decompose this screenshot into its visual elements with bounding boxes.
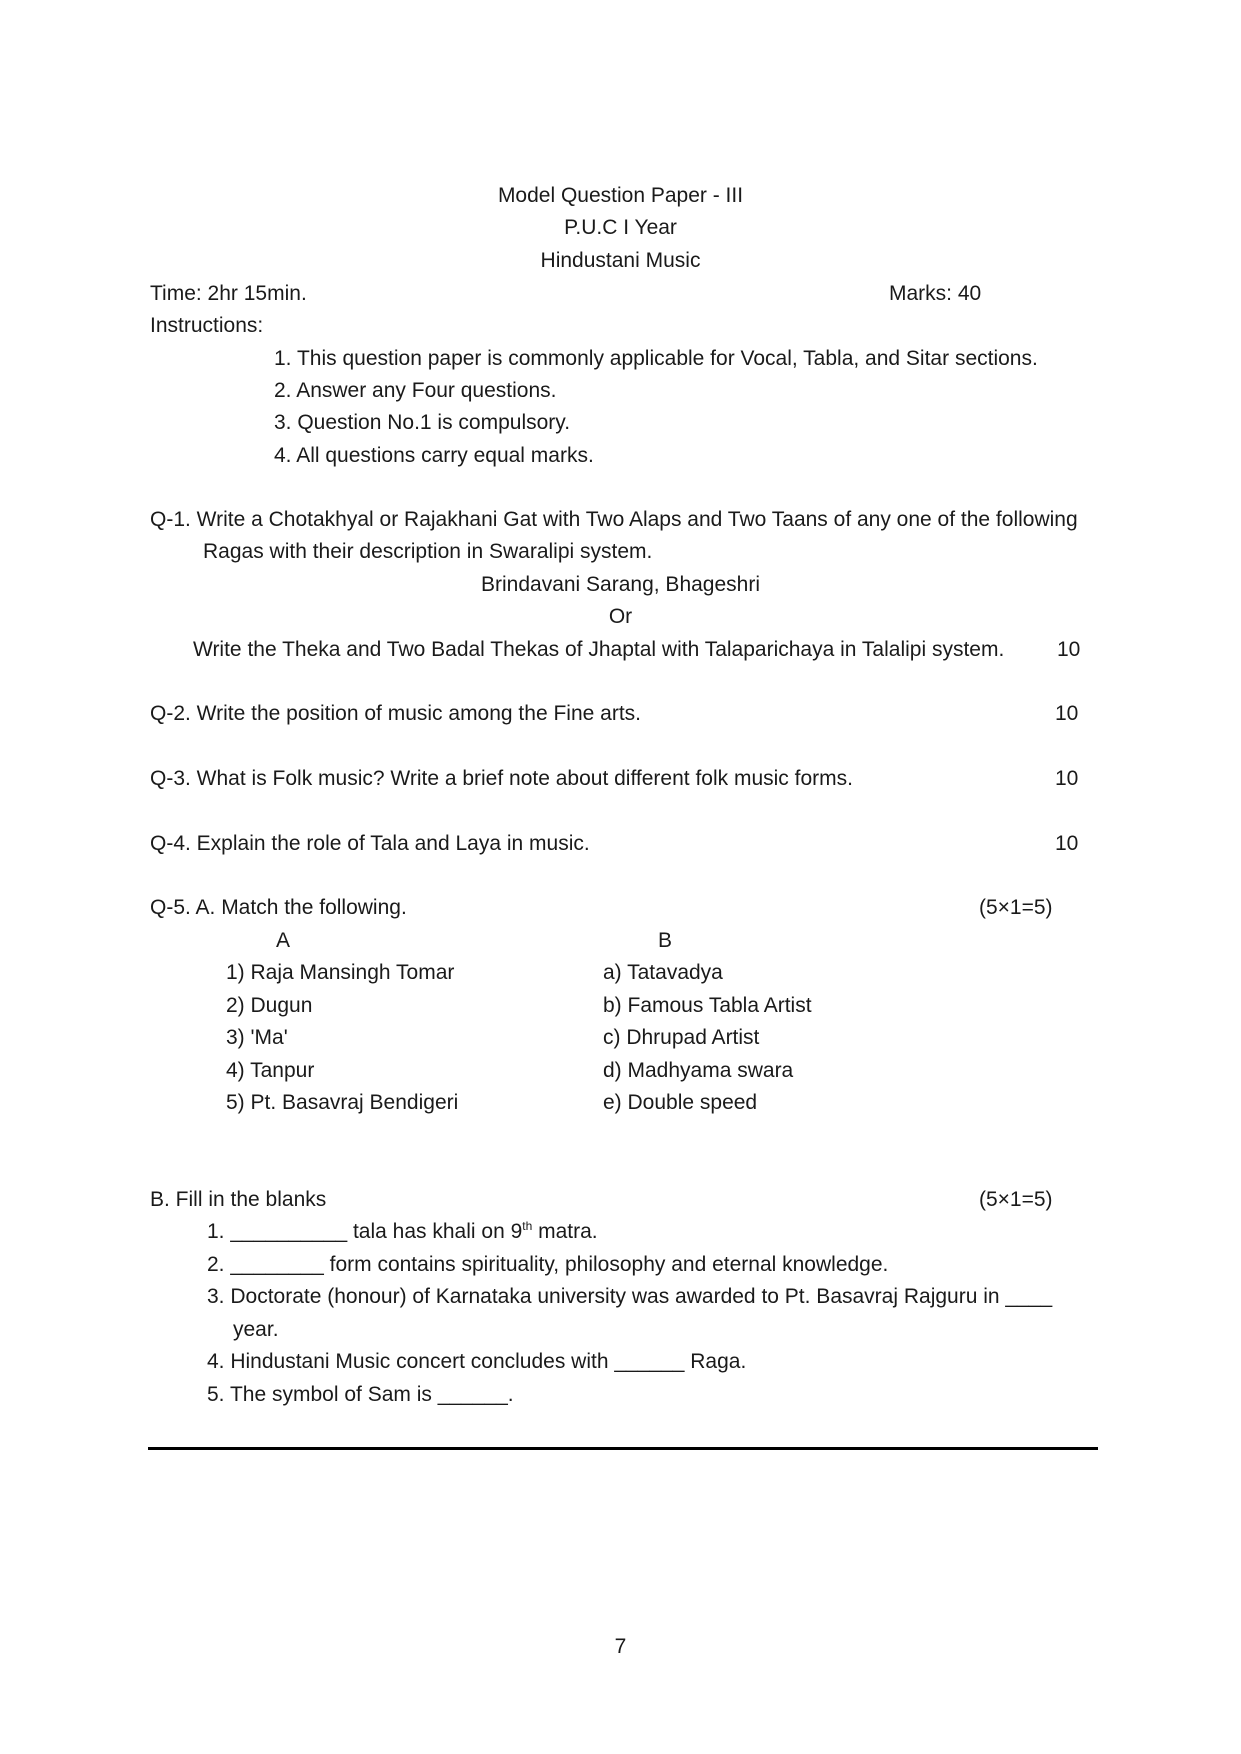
time-label: Time: 2hr 15min. xyxy=(150,282,307,305)
instruction-item: 3. Question No.1 is compulsory. xyxy=(274,411,571,434)
q5a-marks: (5×1=5) xyxy=(979,896,1053,919)
match-left-item: 5) Pt. Basavraj Bendigeri xyxy=(226,1091,459,1114)
instruction-item: 2. Answer any Four questions. xyxy=(274,379,557,402)
blank-item-3-line1: 3. Doctorate (honour) of Karnataka university was awarded to Pt. Basavraj Rajguru in ____ xyxy=(207,1285,1053,1308)
match-right-item: c) Dhrupad Artist xyxy=(603,1026,760,1049)
section-divider xyxy=(148,1447,1098,1450)
match-left-item: 4) Tanpur xyxy=(226,1059,315,1082)
page-number: 7 xyxy=(614,1635,627,1658)
q5a-title: Q-5. A. Match the following. xyxy=(150,896,407,919)
blank-item-1 xyxy=(207,1219,598,1245)
blank-item-4: 4. Hindustani Music concert concludes with ______ Raga. xyxy=(207,1350,747,1373)
blank-1-prefix: 1. __________ tala has khali on 9 xyxy=(207,1220,523,1243)
match-left-item: 2) Dugun xyxy=(226,994,313,1017)
q1-ragas: Brindavani Sarang, Bhageshri xyxy=(480,573,760,596)
q1-alternative: Write the Theka and Two Badal Thekas of Jhaptal with Talaparichaya in Talalipi system. xyxy=(193,638,1005,661)
q1-marks: 10 xyxy=(1057,638,1081,661)
instructions-label: Instructions: xyxy=(150,314,264,337)
q1-text-line1: Q-1. Write a Chotakhyal or Rajakhani Gat with Two Alaps and Two Taans of any one of the following xyxy=(150,508,1078,531)
q1-text-line2: Ragas with their description in Swaralipi system. xyxy=(203,540,653,563)
blank-item-5: 5. The symbol of Sam is ______. xyxy=(207,1383,514,1406)
match-column-a-header: A xyxy=(276,929,291,952)
match-right-item: d) Madhyama swara xyxy=(603,1059,794,1082)
match-column-b-header: B xyxy=(658,929,673,952)
q5b-marks: (5×1=5) xyxy=(979,1188,1053,1211)
instruction-item: 4. All questions carry equal marks. xyxy=(274,444,594,467)
subject-label: Hindustani Music xyxy=(540,249,701,272)
match-right-item: b) Famous Tabla Artist xyxy=(603,994,812,1017)
q4-marks: 10 xyxy=(1055,832,1079,855)
instruction-item: 1. This question paper is commonly applicable for Vocal, Tabla, and Sitar sections. xyxy=(274,347,1038,370)
blank-1-superscript: th xyxy=(522,1219,533,1233)
match-right-item: a) Tatavadya xyxy=(603,961,723,984)
q3-text: Q-3. What is Folk music? Write a brief note about different folk music forms. xyxy=(150,767,853,790)
blank-1-suffix: matra. xyxy=(532,1220,598,1243)
paper-title: Model Question Paper - III xyxy=(497,184,744,207)
q2-text: Q-2. Write the position of music among the Fine arts. xyxy=(150,702,641,725)
blank-item-3-line2: year. xyxy=(233,1318,279,1341)
match-left-item: 1) Raja Mansingh Tomar xyxy=(226,961,455,984)
q3-marks: 10 xyxy=(1055,767,1079,790)
class-label: P.U.C I Year xyxy=(564,216,677,239)
q4-text: Q-4. Explain the role of Tala and Laya in music. xyxy=(150,832,590,855)
q1-or: Or xyxy=(608,605,633,628)
marks-label: Marks: 40 xyxy=(889,282,982,305)
q2-marks: 10 xyxy=(1055,702,1079,725)
q5b-title: B. Fill in the blanks xyxy=(150,1188,327,1211)
blank-item-2: 2. ________ form contains spirituality, philosophy and eternal knowledge. xyxy=(207,1253,889,1276)
match-right-item: e) Double speed xyxy=(603,1091,758,1114)
match-left-item: 3) 'Ma' xyxy=(226,1026,288,1049)
